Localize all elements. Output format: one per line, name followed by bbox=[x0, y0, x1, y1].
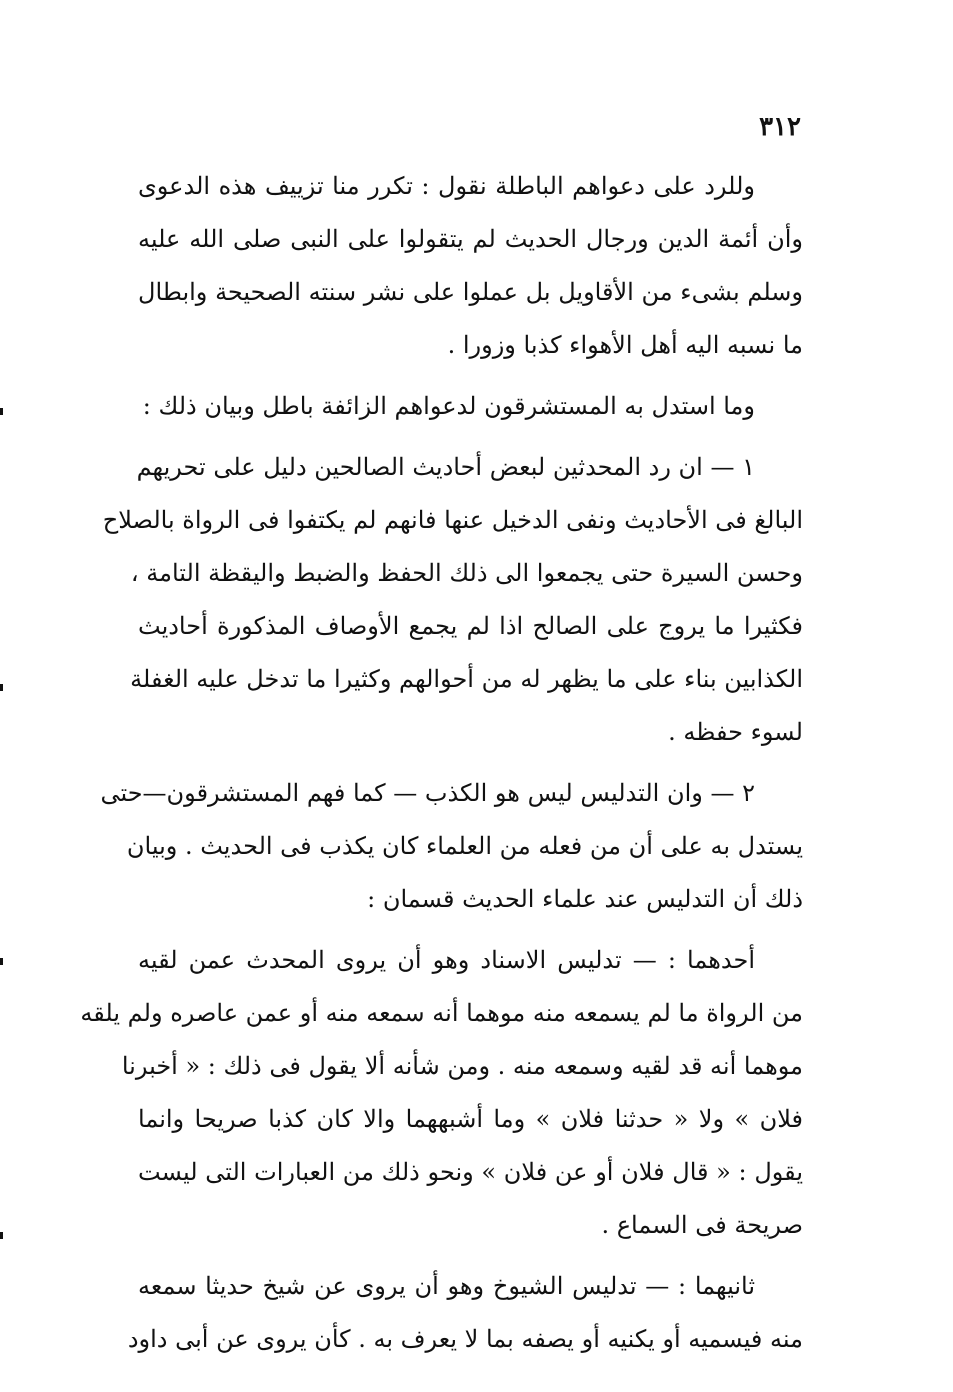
text-line: وأن أئمة الدين ورجال الحديث لم يتقولوا على النبى صلى الله عليه bbox=[138, 225, 804, 253]
text-line: ذلك أن التدليس عند علماء الحديث قسمان : bbox=[367, 885, 803, 913]
text-line: لسوء حفظه . bbox=[668, 718, 803, 746]
text-line: وللرد على دعواهم الباطلة نقول : تكرر منا تزييف هذه الدعوى bbox=[138, 172, 755, 200]
paragraph-intro bbox=[138, 380, 803, 433]
text-line: موهما أنه قد لقيه وسمعه منه . ومن شأنه ألا يقول فى ذلك : « أخبرنا bbox=[121, 1052, 803, 1080]
text-line: فلان » ولا « حدثنا فلان » وما أشبههما والا كان كذبا صريحا وانما bbox=[138, 1105, 803, 1133]
text-line: وما استدل به المستشرقون لدعواهم الزائفة باطل وبيان ذلك : bbox=[142, 392, 755, 420]
text-line: وسلم بشىء من الأقاويل بل عملوا على نشر سنته الصحيحة وابطال bbox=[138, 278, 803, 306]
scan-edge-mark bbox=[0, 408, 3, 415]
body-text bbox=[80, 160, 804, 1374]
page-number: ٣١٢ bbox=[759, 112, 801, 142]
text-line: البالغ فى الأحاديث ونفى الدخيل عنها فانهم لم يكتفوا فى الرواة بالصلاح bbox=[102, 506, 803, 534]
text-line: ثانيهما : — تدليس الشيوخ وهو أن يروى عن شيخ حديثا سمعه bbox=[138, 1272, 755, 1300]
paragraph-point-1 bbox=[102, 441, 803, 759]
scan-edge-mark bbox=[0, 1232, 3, 1239]
text-line: منه فيسميه أو يكنيه أو يصفه بما لا يعرف به . كأن يروى عن أبى داود bbox=[127, 1325, 803, 1353]
paragraph-type-1 bbox=[80, 934, 803, 1252]
text-line: من الرواة ما لم يسمعه منه موهما أنه سمعه منه أو عمن عاصره ولم يلقه bbox=[80, 999, 803, 1027]
text-line: أحدهما : — تدليس الاسناد وهو أن يروى المحدث عمن لقيه bbox=[138, 946, 755, 974]
text-line: فكثيرا ما يروج على الصالح اذا لم يجمع الأوصاف المذكورة أحاديث bbox=[138, 612, 803, 640]
paragraph-type-2 bbox=[127, 1260, 803, 1366]
text-line: الكذابين بناء على ما يظهر له من أحوالهم وكثيرا ما تدخل عليه الغفلة bbox=[130, 665, 803, 693]
paragraph-point-2 bbox=[100, 767, 803, 926]
paragraph-rebuttal bbox=[138, 160, 803, 372]
scan-edge-mark bbox=[0, 684, 3, 691]
text-line: يقول : « قال فلان أو عن فلان » ونحو ذلك من العبارات التى ليست bbox=[138, 1158, 803, 1186]
text-line: ١ — ان رد المحدثين لبعض أحاديث الصالحين دليل على تحريهم bbox=[136, 453, 755, 481]
text-line: صريحة فى السماع . bbox=[601, 1211, 803, 1239]
text-line: وحسن السيرة حتى يجمعوا الى ذلك الحفظ والضبط واليقظة التامة ، bbox=[130, 559, 803, 587]
text-line: يستدل به على أن من فعله من العلماء كان يكذب فى الحديث . وبيان bbox=[126, 832, 803, 860]
scan-edge-mark bbox=[0, 958, 3, 965]
text-line: ٢ — وان التدليس ليس هو الكذب — كما فهم المستشرقون—حتى bbox=[100, 779, 755, 807]
text-line: ما نسبه اليه أهل الأهواء كذبا وزورا . bbox=[447, 331, 803, 359]
